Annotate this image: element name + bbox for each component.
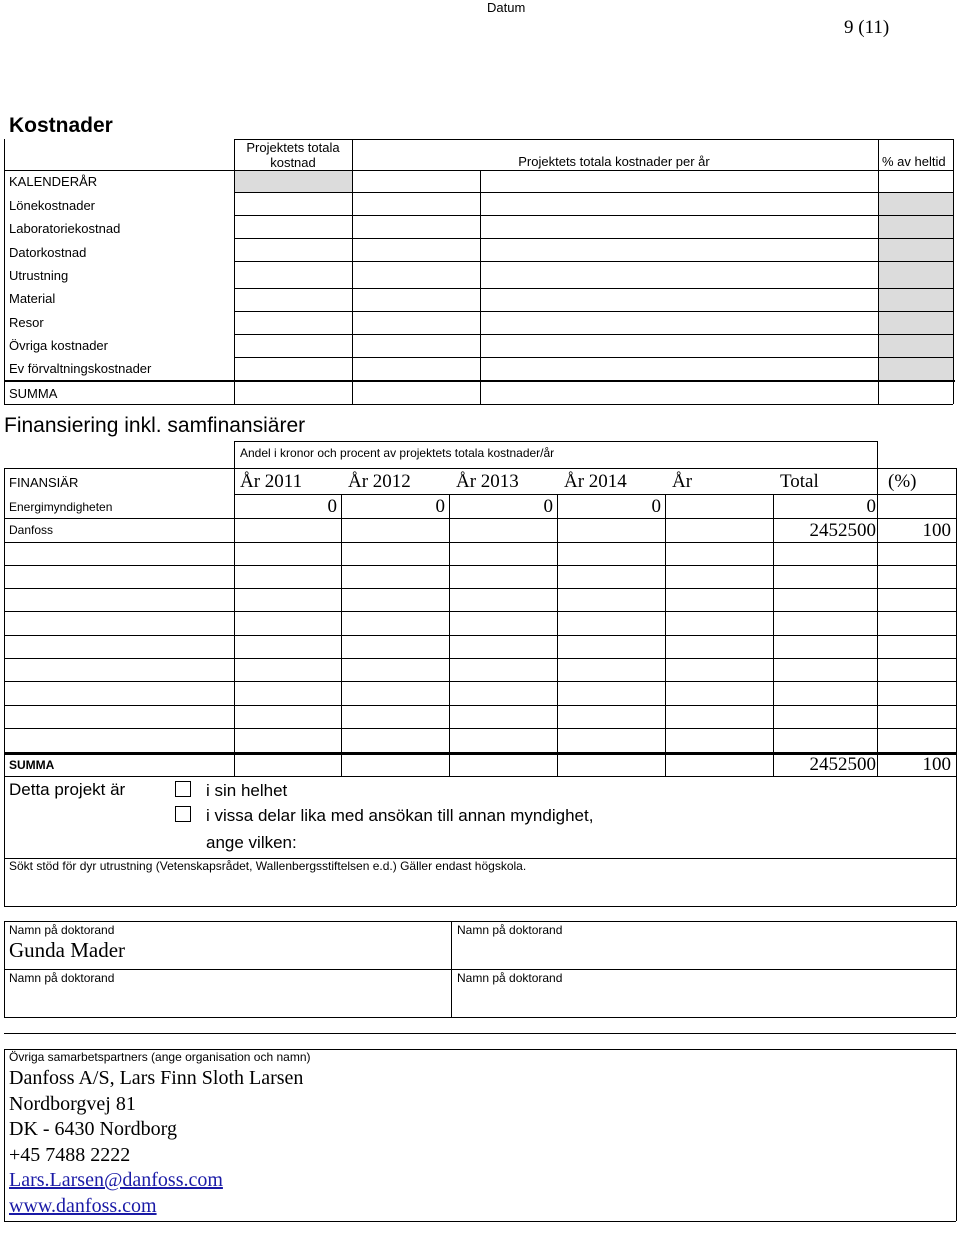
section-divider xyxy=(4,1033,956,1034)
project-partial-authority-label: ange vilken: xyxy=(206,833,297,852)
partners-email-link[interactable]: Lars.Larsen@danfoss.com xyxy=(9,1169,223,1191)
costs-col-per-year-header: Projektets totala kostnader per år xyxy=(518,154,710,169)
page-number: 9 (11) xyxy=(844,17,890,38)
financing-subtitle: Andel i kronor och procent av projektets totala kostnader/år xyxy=(240,446,555,460)
financing-row-total: 0 xyxy=(866,496,876,517)
doctoral-label-3: Namn på doktorand xyxy=(9,971,115,985)
costs-title: Kostnader xyxy=(9,114,113,137)
project-whole-checkbox[interactable] xyxy=(175,781,191,797)
financing-row-total: 2452500 xyxy=(809,520,876,541)
project-equipment-note: Sökt stöd för dyr utrustning (Vetenskapsrådet, Wallenbergsstiftelsen e.d.) Gäller endast högskola. xyxy=(9,859,527,873)
financing-row-name: Energimyndigheten xyxy=(9,500,113,514)
project-partial-label: i vissa delar lika med ansökan till annan myndighet, xyxy=(206,806,594,825)
costs-col-total-header: Projektets totala kostnad xyxy=(246,140,340,170)
partners-website-link[interactable]: www.danfoss.com xyxy=(9,1195,157,1217)
costs-row-summa: SUMMA xyxy=(9,386,58,401)
costs-row-material: Material xyxy=(9,291,56,306)
financing-summa-label: SUMMA xyxy=(9,758,55,772)
partners-line: Danfoss A/S, Lars Finn Sloth Larsen xyxy=(9,1067,304,1089)
costs-row-datorkostnad: Datorkostnad xyxy=(9,245,87,260)
date-label: Datum xyxy=(487,0,526,15)
partners-line: DK - 6430 Nordborg xyxy=(9,1118,177,1140)
financing-summa-total: 2452500 xyxy=(809,754,876,775)
financing-total-label: Total xyxy=(780,471,819,492)
project-label: Detta projekt är xyxy=(9,780,126,799)
financing-row-name: Danfoss xyxy=(9,523,54,537)
financing-year-2014: År 2014 xyxy=(564,471,627,492)
costs-col-percent-header: % av heltid xyxy=(882,154,946,169)
financing-summa-percent: 100 xyxy=(922,754,951,775)
doctoral-label-1: Namn på doktorand xyxy=(9,923,115,937)
costs-row-utrustning: Utrustning xyxy=(9,268,69,283)
costs-row-ovriga: Övriga kostnader xyxy=(9,338,108,353)
project-partial-checkbox[interactable] xyxy=(175,806,191,822)
financing-row-percent: 100 xyxy=(922,520,951,541)
financing-year-2013: År 2013 xyxy=(456,471,519,492)
financing-percent-label: (%) xyxy=(888,471,917,492)
financing-year-2012: År 2012 xyxy=(348,471,411,492)
costs-row-laboratoriekostnad: Laboratoriekostnad xyxy=(9,221,121,236)
financing-year-2011: År 2011 xyxy=(240,471,303,492)
costs-row-resor: Resor xyxy=(9,315,44,330)
financing-cell: 0 xyxy=(651,496,661,517)
costs-total-header-fill xyxy=(234,170,352,192)
doctoral-name-1: Gunda Mader xyxy=(9,938,126,962)
financing-title: Finansiering inkl. samfinansiärer xyxy=(4,414,306,437)
financing-cell: 0 xyxy=(543,496,553,517)
partners-label: Övriga samarbetspartners (ange organisation och namn) xyxy=(9,1050,311,1064)
financing-year-blank: År xyxy=(672,471,693,492)
costs-row-kalenderar: KALENDERÅR xyxy=(9,174,98,189)
doctoral-label-4: Namn på doktorand xyxy=(457,971,563,985)
financing-cell: 0 xyxy=(327,496,337,517)
project-whole-label: i sin helhet xyxy=(206,781,288,800)
costs-row-lonekostnader: Lönekostnader xyxy=(9,198,96,213)
partners-line: Nordborgvej 81 xyxy=(9,1093,136,1115)
partners-line: +45 7488 2222 xyxy=(9,1144,131,1166)
financing-cell: 0 xyxy=(435,496,445,517)
financing-financier-label: FINANSIÄR xyxy=(9,475,79,490)
costs-percent-fill xyxy=(878,192,953,380)
costs-row-forvaltning: Ev förvaltningskostnader xyxy=(9,361,152,376)
doctoral-label-2: Namn på doktorand xyxy=(457,923,563,937)
